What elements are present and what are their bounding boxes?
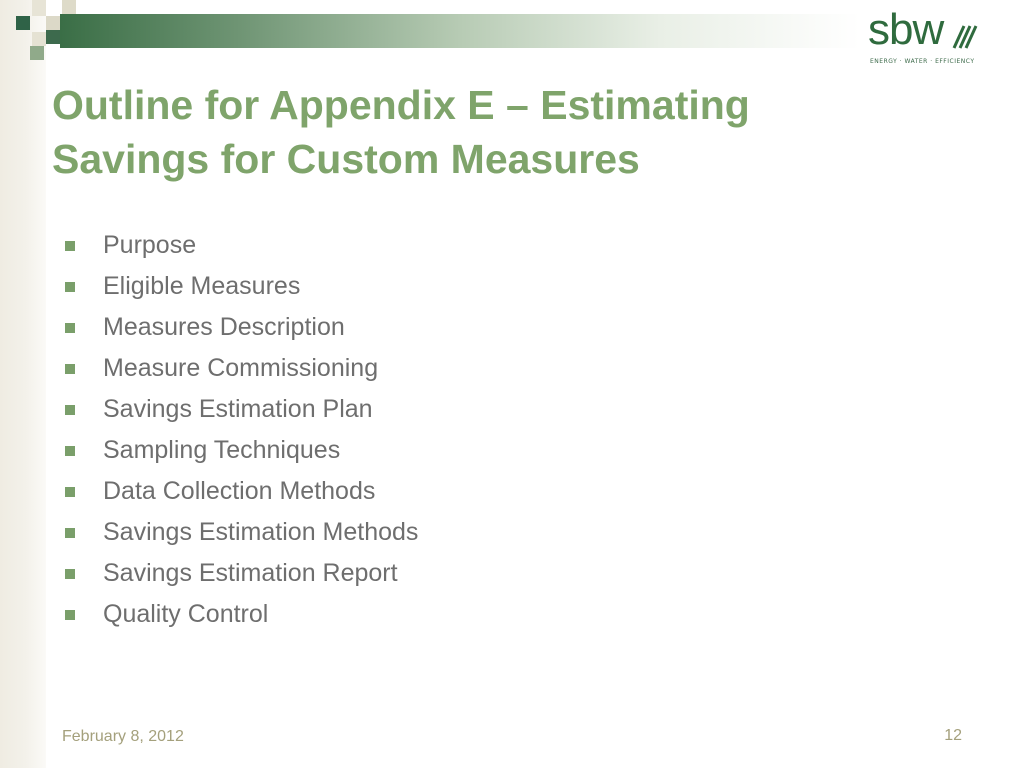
square-bullet-icon [65, 446, 75, 456]
logo-slashes-icon [952, 24, 978, 50]
page-number: 12 [944, 727, 962, 744]
bullet-text: Measures Description [103, 313, 345, 341]
bullet-text: Quality Control [103, 600, 269, 628]
bullet-text: Eligible Measures [103, 272, 301, 300]
square-bullet-icon [65, 405, 75, 415]
bullet-text: Data Collection Methods [103, 477, 376, 505]
bullet-text: Sampling Techniques [103, 436, 341, 464]
logo-wordmark: sbw [868, 5, 944, 54]
square-bullet-icon [65, 610, 75, 620]
bullet-item [62, 553, 418, 594]
bullet-text: Purpose [103, 231, 197, 259]
square-bullet-icon [65, 323, 75, 333]
square-bullet-icon [65, 569, 75, 579]
bullet-item [62, 430, 418, 471]
bullet-item [62, 389, 418, 430]
logo-tagline: ENERGY · WATER · EFFICIENCY [870, 58, 975, 65]
sbw-logo [868, 5, 980, 68]
bullet-item [62, 225, 418, 266]
bullet-item [62, 348, 418, 389]
slide-title: Outline for Appendix E – Estimating Savings for Custom Measures [52, 82, 750, 182]
bullet-text: Savings Estimation Methods [103, 518, 419, 546]
bullet-item [62, 512, 418, 553]
bullet-item [62, 266, 418, 307]
bullet-text: Savings Estimation Report [103, 559, 398, 587]
footer-date: February 8, 2012 [62, 728, 184, 745]
square-bullet-icon [65, 487, 75, 497]
bullet-list [62, 225, 418, 635]
bullet-text: Measure Commissioning [103, 354, 379, 382]
square-bullet-icon [65, 241, 75, 251]
bullet-item [62, 594, 418, 635]
square-bullet-icon [65, 528, 75, 538]
bullet-item [62, 307, 418, 348]
bullet-text: Savings Estimation Plan [103, 395, 373, 423]
square-bullet-icon [65, 282, 75, 292]
left-decorative-band [0, 0, 46, 768]
bullet-item [62, 471, 418, 512]
square-bullet-icon [65, 364, 75, 374]
header-gradient-bar [60, 14, 860, 48]
